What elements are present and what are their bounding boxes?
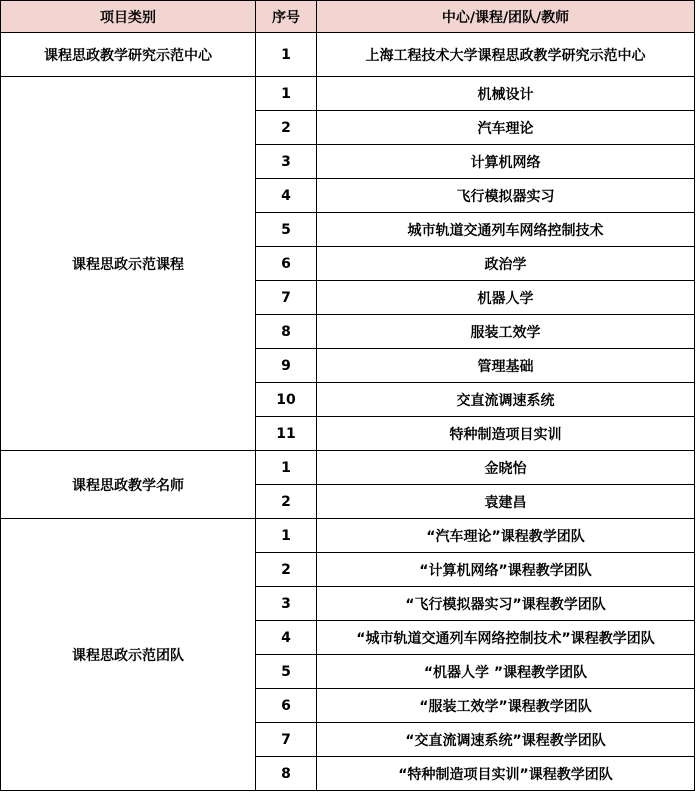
index-cell: 4 bbox=[256, 621, 317, 655]
name-cell: 服装工效学 bbox=[317, 315, 695, 349]
header-index: 序号 bbox=[256, 1, 317, 33]
header-row bbox=[1, 1, 695, 33]
index-cell: 5 bbox=[256, 655, 317, 689]
name-cell: 管理基础 bbox=[317, 349, 695, 383]
name-cell: 汽车理论 bbox=[317, 111, 695, 145]
index-cell: 2 bbox=[256, 111, 317, 145]
name-cell: 机器人学 bbox=[317, 281, 695, 315]
index-cell: 6 bbox=[256, 689, 317, 723]
index-cell: 3 bbox=[256, 145, 317, 179]
category-cell: 课程思政示范团队 bbox=[1, 519, 256, 791]
index-cell: 7 bbox=[256, 281, 317, 315]
name-cell: “机器人学 ”课程教学团队 bbox=[317, 655, 695, 689]
category-cell: 课程思政教学名师 bbox=[1, 451, 256, 519]
table-row bbox=[1, 519, 695, 553]
table-body bbox=[1, 33, 695, 791]
index-cell: 2 bbox=[256, 553, 317, 587]
table-row bbox=[1, 33, 695, 77]
name-cell: 城市轨道交通列车网络控制技术 bbox=[317, 213, 695, 247]
name-cell: 机械设计 bbox=[317, 77, 695, 111]
name-cell: 特种制造项目实训 bbox=[317, 417, 695, 451]
name-cell: “服装工效学”课程教学团队 bbox=[317, 689, 695, 723]
index-cell: 5 bbox=[256, 213, 317, 247]
name-cell: “特种制造项目实训”课程教学团队 bbox=[317, 757, 695, 791]
name-cell: 飞行模拟器实习 bbox=[317, 179, 695, 213]
index-cell: 1 bbox=[256, 77, 317, 111]
index-cell: 10 bbox=[256, 383, 317, 417]
index-cell: 4 bbox=[256, 179, 317, 213]
category-cell: 课程思政教学研究示范中心 bbox=[1, 33, 256, 77]
table-row bbox=[1, 451, 695, 485]
header-category: 项目类别 bbox=[1, 1, 256, 33]
name-cell: “交直流调速系统”课程教学团队 bbox=[317, 723, 695, 757]
index-cell: 8 bbox=[256, 757, 317, 791]
index-cell: 1 bbox=[256, 33, 317, 77]
name-cell: 金晓怡 bbox=[317, 451, 695, 485]
name-cell: “飞行模拟器实习”课程教学团队 bbox=[317, 587, 695, 621]
table-row bbox=[1, 77, 695, 111]
name-cell: “计算机网络”课程教学团队 bbox=[317, 553, 695, 587]
index-cell: 2 bbox=[256, 485, 317, 519]
index-cell: 3 bbox=[256, 587, 317, 621]
name-cell: 计算机网络 bbox=[317, 145, 695, 179]
index-cell: 1 bbox=[256, 451, 317, 485]
index-cell: 7 bbox=[256, 723, 317, 757]
name-cell: 政治学 bbox=[317, 247, 695, 281]
index-cell: 8 bbox=[256, 315, 317, 349]
name-cell: “汽车理论”课程教学团队 bbox=[317, 519, 695, 553]
name-cell: 袁建昌 bbox=[317, 485, 695, 519]
index-cell: 6 bbox=[256, 247, 317, 281]
index-cell: 1 bbox=[256, 519, 317, 553]
header-name: 中心/课程/团队/教师 bbox=[317, 1, 695, 33]
name-cell: 交直流调速系统 bbox=[317, 383, 695, 417]
index-cell: 11 bbox=[256, 417, 317, 451]
name-cell: “城市轨道交通列车网络控制技术”课程教学团队 bbox=[317, 621, 695, 655]
index-cell: 9 bbox=[256, 349, 317, 383]
name-cell: 上海工程技术大学课程思政教学研究示范中心 bbox=[317, 33, 695, 77]
category-cell: 课程思政示范课程 bbox=[1, 77, 256, 451]
